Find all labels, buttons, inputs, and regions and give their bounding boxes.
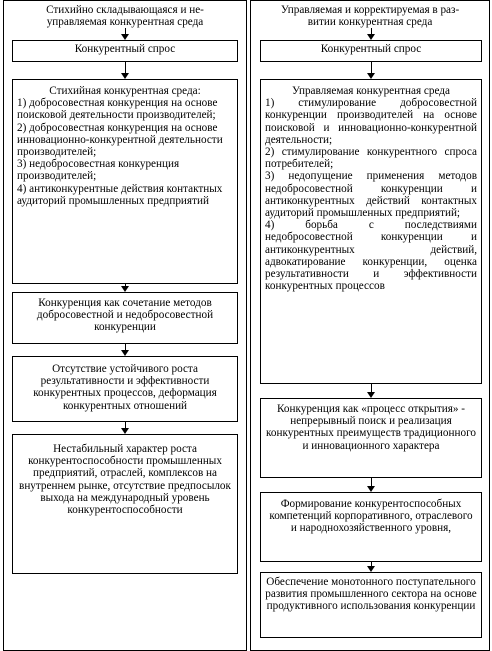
left-unstable-box: Нестабильный характер роста конкурентоспособности промышленных предприятий, отраслей, комплексов на внутреннем рынке, отсутствие предпосылок выхода на международный уровень конкурентоспособности (12, 434, 238, 574)
right-formation-box: Формирование конкурентоспособных компетенций корпоративного, отраслевого и народнохозяйственного уровня, (260, 492, 482, 562)
left-column-title: Стихийно складывающаяся и не- управляемая конкурентная среда (46, 4, 204, 29)
right-demand-box: Конкурентный спрос (260, 40, 482, 62)
left-demand-box: Конкурентный спрос (12, 40, 238, 62)
right-environment-item: 1) стимулирование добросовестной конкуренции производителей на основе поисковой и инновационно-конкурентной деятельности; (265, 97, 477, 146)
right-environment-item: 4) борьба с последствиями недобросовестной конкуренции и антиконкурентных действий, адвокатирование конкуренции, оценка результативности и эффективности конкурентных процессов (265, 219, 477, 293)
left-absence-box: Отсутствие устойчивого роста результативности и эффективности конкурентных процессов, деформация конкурентных отношений (12, 356, 238, 422)
left-environment-item: 3) недобросовестная конкуренция производителей; (17, 158, 180, 183)
left-environment-box (12, 79, 238, 284)
right-environment-box (260, 79, 482, 384)
left-environment-item: 1) добросовестная конкуренция на основе поисковой деятельности производителей; (17, 97, 218, 122)
left-environment-item: 2) добросовестная конкуренция на основе инновационно-конкурентной деятельности производителей; (17, 121, 223, 159)
left-environment-item: 4) антиконкурентные действия контактных аудиторий промышленных предприятий (17, 182, 223, 207)
right-process-box: Конкуренция как «процесс открытия» - непрерывный поиск и реализация конкурентных преимуществ традиционного и инновационного характера (260, 398, 482, 478)
right-environment-item: 2) стимулирование конкурентного спроса потребителей; (265, 146, 477, 171)
left-environment-title: Стихийная конкурентная среда: (49, 85, 201, 97)
right-column-title: Управляемая и корректируемая в раз- витии конкурентная среда (280, 4, 460, 29)
right-environment-item: 3) недопущение применения методов недобросовестной конкуренции и антиконкурентных действий контактных аудиторий промышленных предприятий; (265, 170, 477, 220)
left-competition-box: Конкуренция как сочетание методов добросовестной и недобросовестной конкуренции (12, 292, 238, 344)
right-environment-title: Управляемая конкурентная среда (292, 85, 450, 97)
right-ensuring-box: Обеспечение монотонного поступательного развития промышленного сектора на основе продуктивного использования конкуренции (260, 572, 482, 638)
